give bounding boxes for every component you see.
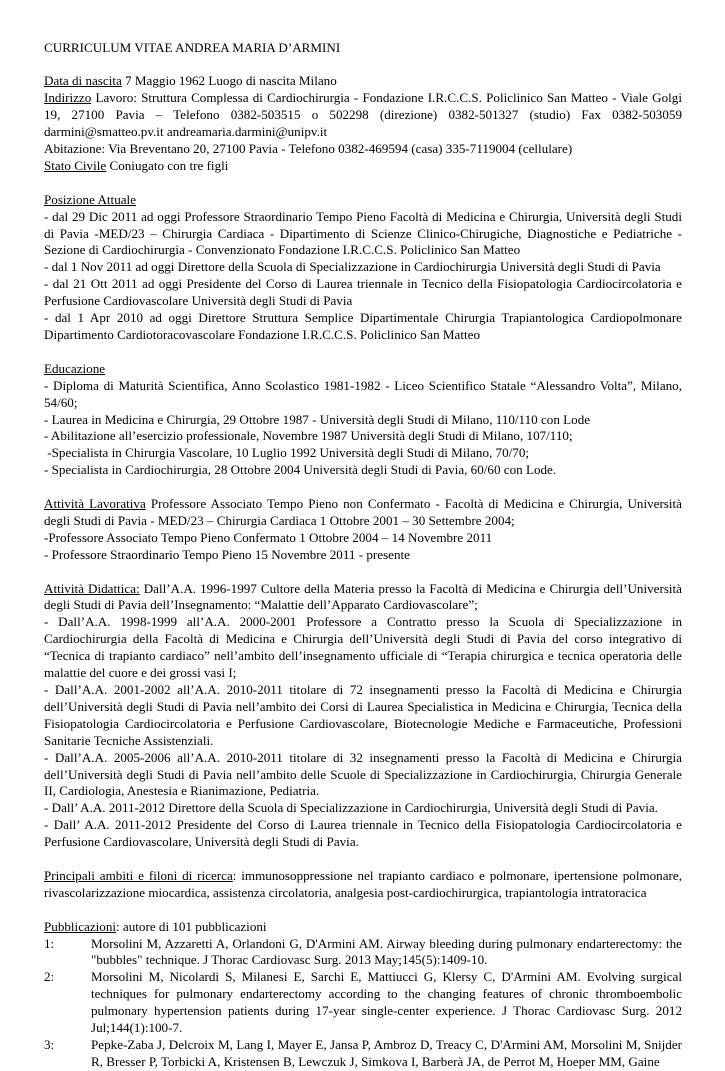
address-line — [44, 90, 682, 141]
work-first-line — [44, 496, 682, 530]
publication-text: Morsolini M, Azzaretti A, Orlandoni G, D'Armini AM. Airway bleeding during pulmonary endarterectomy: the "bubbles" technique. J Thorac Cardiovasc Surg. 2013 May;145(5):1409-10. — [91, 935, 682, 968]
position-item: - dal 29 Dic 2011 ad oggi Professore Straordinario Tempo Pieno Facoltà di Medicina e Chirurgia, Università degli Studi di Pavia -MED/23 – Chirurgia Cardiaca - Dipartimento di Scienze Clinico-Chirugiche, Diagnostiche e Pediatriche - Sezione di Cardiochirurgia - Convenzionato Fondazione I.R.C.C.S. Policlinico San Matteo — [44, 208, 682, 258]
birth-label: Data di nascita — [44, 73, 122, 89]
publications-section — [44, 919, 682, 1071]
address-text: Lavoro: Struttura Complessa di Cardiochirurgia - Fondazione I.R.C.C.S. Policlinico San Matteo - Viale Golgi 19, 27100 Pavia – Telefono 0382-503515 o 502298 (direzione) 0382-501327 (studio) Fax 0382-503059 darmini@smatteo.pv.it andreamaria.darmini@unipv.it — [44, 90, 682, 140]
publications-heading — [44, 919, 682, 936]
teaching-item: - Dall’ A.A. 2011-2012 Presidente del Corso di Laurea triennale in Tecnico della Fisiopatologia Cardiocircolatoria e Perfusione Cardiovascolare, Università degli Studi di Pavia. — [44, 817, 682, 850]
work-first-text: Professore Associato Tempo Pieno non Confermato - Facoltà di Medicina e Chirurgia, Università degli Studi di Pavia - MED/23 – Chirurgia Cardiaca 1 Ottobre 2001 – 30 Settembre 2004; — [44, 496, 682, 528]
civil-status-label: Stato Civile — [44, 157, 107, 173]
teaching-label: Attività Didattica: — [44, 580, 140, 596]
research-label: Principali ambiti e filoni di ricerca — [44, 867, 233, 883]
work-item: -Professore Associato Tempo Pieno Confermato 1 Ottobre 2004 – 14 Novembre 2011 — [44, 529, 493, 545]
position-item: - dal 1 Nov 2011 ad oggi Direttore della Scuola di Specializzazione in Cardiochirurgia Università degli Studi di Pavia — [44, 259, 661, 275]
publication-item — [44, 1037, 682, 1071]
publications-label: Pubblicazioni — [44, 918, 117, 934]
position-heading — [44, 192, 682, 209]
research-line — [44, 868, 682, 902]
education-item: - Laurea in Medicina e Chirurgia, 29 Ottobre 1987 - Università degli Studi di Milano, 110/110 con Lode — [44, 411, 591, 427]
personal-section — [44, 73, 682, 174]
research-text: : immunosoppressione nel trapianto cardiaco e polmonare, ipertensione polmonare, rivascolarizzazione miocardica, assistenza circolatoria, analgesia post-cardiochirurgica, trapiantologia intratoracica — [44, 867, 682, 900]
civil-status-text: Coniugato con tre figli — [106, 157, 229, 173]
birth-line — [44, 73, 682, 90]
research-section — [44, 868, 682, 902]
publication-number: 1: — [44, 935, 55, 951]
civil-status-line — [44, 158, 682, 175]
publication-text: Pepke-Zaba J, Delcroix M, Lang I, Mayer E, Jansa P, Ambroz D, Treacy C, D'Armini AM, Morsolini M, Snijder R, Bresser P, Torbicki A, Kristensen B, Lewczuk J, Simkova I, Barberà JA, de Perrot M, Hoeper MM, Gaine — [91, 1036, 682, 1069]
teaching-first-text: Dall’A.A. 1996-1997 Cultore della Materia presso la Facoltà di Medicina e Chirurgia dell’Università degli Studi di Pavia dell’Insegnamento: “Malattie dell’Apparato Cardiovascolare”; — [44, 580, 682, 613]
work-item: - Professore Straordinario Tempo Pieno 15 Novembre 2011 - presente — [44, 546, 410, 562]
education-item: -Specialista in Chirurgia Vascolare, 10 Luglio 1992 Università degli Studi di Milano, 70/70; — [44, 445, 530, 461]
position-item: - dal 1 Apr 2010 ad oggi Direttore Struttura Semplice Dipartimentale Chirurgia Trapiantologica Cardiopolmonare Dipartimento Cardiotoracovascolare Fondazione I.R.C.C.S. Policlinico San Matteo — [44, 310, 682, 342]
work-section — [44, 496, 682, 564]
education-section — [44, 361, 682, 479]
publication-number: 2: — [44, 969, 55, 985]
education-label: Educazione — [44, 360, 106, 376]
publication-text: Morsolini M, Nicolardi S, Milanesi E, Sarchi E, Mattiucci G, Klersy C, D'Armini AM. Evolving surgical techniques for pulmonary endarterectomy according to the changing features of chronic thromboembolic pulmonary hypertension patients during 17-year single-center experience. J Thorac Cardiovasc Surg. 2012 Jul;144(1):100-7. — [91, 969, 682, 1036]
publication-number: 3: — [44, 1036, 55, 1052]
publication-item — [44, 936, 682, 970]
teaching-item: - Dall’A.A. 2001-2002 all’A.A. 2010-2011 titolare di 72 insegnamenti presso la Facoltà di Medicina e Chirurgia dell’Università degli Studi di Pavia nell’ambito dei Corsi di Laurea Specialistica in Medicina e Chirurgia, Tecnica della Fisiopatologia Cardiocircolatoria e Perfusione Cardiovascolare, Biotecnologie Mediche e Farmaceutiche, Professioni Sanitarie Tecniche Assistenziali. — [44, 681, 682, 748]
position-item: - dal 21 Ott 2011 ad oggi Presidente del Corso di Laurea triennale in Tecnico della Fisiopatologia Cardiocircolatoria e Perfusione Cardiovascolare Università degli Studi di Pavia — [44, 276, 682, 309]
education-item: - Diploma di Maturità Scientifica, Anno Scolastico 1981-1982 - Liceo Scientifico Statale “Alessandro Volta”, Milano, 54/60; — [44, 377, 682, 410]
position-section — [44, 192, 682, 344]
document-title: CURRICULUM VITAE ANDREA MARIA D’ARMINI — [44, 40, 341, 55]
education-heading — [44, 361, 682, 378]
teaching-item: - Dall’A.A. 2005-2006 all’A.A. 2010-2011 titolare di 32 insegnamenti presso la Facoltà di Medicina e Chirurgia dell’Università degli Studi di Pavia nell’ambito delle Scuole di Specializzazione in Cardiochirurgia, Chirurgia Generale II, Cardiologia, Anestesia e Rianimazione, Pediatria. — [44, 749, 682, 799]
teaching-item: - Dall’A.A. 1998-1999 all’A.A. 2000-2001 Professore a Contratto presso la Scuola di Specializzazione in Cardiochirurgia della Facoltà di Medicina e Chirurgia dell’Università degli Studi di Pavia del corso integrativo di “Tecnica di trapianto cardiaco” nell’ambito dell’insegnamento ufficiale di “Terapia chirurgica e tecnica operatoria delle malattie del cuore e dei grossi vasi I; — [44, 614, 682, 681]
teaching-item: - Dall’ A.A. 2011-2012 Direttore della Scuola di Specializzazione in Cardiochirurgia, Università degli Studi di Pavia. — [44, 800, 658, 816]
address-label: Indirizzo — [44, 90, 92, 106]
position-label: Posizione Attuale — [44, 191, 137, 207]
home-line: Abitazione: Via Breventano 20, 27100 Pavia - Telefono 0382-469594 (casa) 335-7119004 (cellulare) — [44, 141, 573, 157]
birth-text: 7 Maggio 1962 Luogo di nascita Milano — [121, 73, 337, 89]
teaching-section — [44, 581, 682, 852]
work-label: Attività Lavorativa — [44, 496, 146, 512]
education-item: - Abilitazione all’esercizio professionale, Novembre 1987 Università degli Studi di Milano, 107/110; — [44, 428, 573, 444]
publications-text: : autore di 101 pubblicazioni — [116, 918, 267, 934]
education-item: - Specialista in Cardiochirurgia, 28 Ottobre 2004 Università degli Studi di Pavia, 60/60 con Lode. — [44, 462, 557, 478]
publication-item — [44, 969, 682, 1037]
teaching-first-line — [44, 581, 682, 615]
